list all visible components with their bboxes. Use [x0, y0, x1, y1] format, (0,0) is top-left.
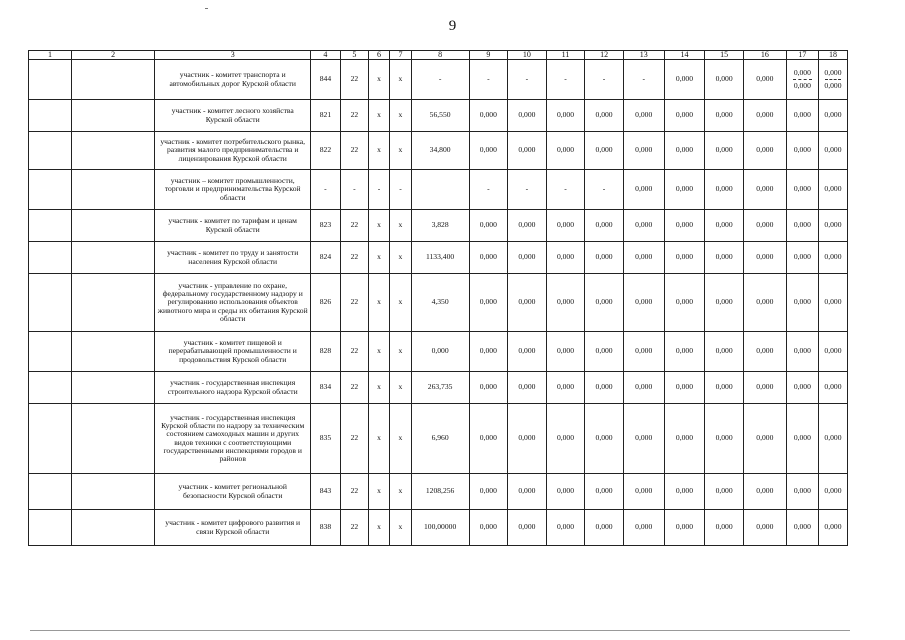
- cell-col-15: 0,000: [705, 474, 744, 510]
- cell-col-10: 0,000: [508, 372, 547, 404]
- cell-col-15: 0,000: [705, 242, 744, 274]
- cell-col-15: 0,000: [705, 100, 744, 132]
- cell-col-17: [786, 60, 818, 100]
- cell-col-17: 0,000: [786, 274, 818, 332]
- cell-col-16: 0,000: [743, 60, 786, 100]
- table-row: [29, 100, 848, 132]
- cell-col-12: 0,000: [585, 404, 624, 474]
- cell-col-2: [71, 474, 155, 510]
- cell-col-18: 0,000: [818, 274, 847, 332]
- cell-col-6: x: [368, 510, 389, 546]
- cell-col-4: 821: [310, 100, 340, 132]
- cell-col-1: [29, 474, 72, 510]
- participant-name: участник - комитет цифрового развития и связи Курской области: [155, 510, 310, 546]
- cell-col-15: 0,000: [705, 510, 744, 546]
- column-header-8: 8: [411, 51, 469, 60]
- cell-col-1: [29, 210, 72, 242]
- cell-col-9: 0,000: [469, 332, 508, 372]
- cell-col-2: [71, 170, 155, 210]
- cell-col-14: 0,000: [664, 474, 705, 510]
- cell-col-10: 0,000: [508, 210, 547, 242]
- cell-col-2: [71, 510, 155, 546]
- cell-col-4: 823: [310, 210, 340, 242]
- cell-col-12: 0,000: [585, 274, 624, 332]
- cell-col-8: [411, 170, 469, 210]
- stacked-value-top: 0,000: [793, 67, 811, 77]
- cell-col-18: 0,000: [818, 372, 847, 404]
- cell-col-1: [29, 100, 72, 132]
- cell-col-18: 0,000: [818, 210, 847, 242]
- table-row: [29, 132, 848, 170]
- cell-col-11: -: [546, 170, 585, 210]
- cell-col-14: 0,000: [664, 132, 705, 170]
- cell-col-2: [71, 60, 155, 100]
- cell-col-4: 828: [310, 332, 340, 372]
- cell-col-2: [71, 132, 155, 170]
- cell-col-14: 0,000: [664, 274, 705, 332]
- cell-col-7: x: [390, 132, 411, 170]
- cell-col-1: [29, 332, 72, 372]
- cell-col-14: 0,000: [664, 510, 705, 546]
- cell-col-1: [29, 404, 72, 474]
- cell-col-5: 22: [340, 210, 368, 242]
- cell-col-11: 0,000: [546, 332, 585, 372]
- cell-col-6: x: [368, 210, 389, 242]
- cell-col-18: 0,000: [818, 332, 847, 372]
- column-header-17: 17: [786, 51, 818, 60]
- cell-col-16: 0,000: [743, 332, 786, 372]
- cell-col-13: 0,000: [623, 404, 664, 474]
- column-header-10: 10: [508, 51, 547, 60]
- cell-col-2: [71, 372, 155, 404]
- participant-name: участник - управление по охране, федеральному государственному надзору и регулированию использования объектов животного мира и среды их обитания Курской области: [155, 274, 310, 332]
- stacked-value-top: 0,000: [824, 67, 842, 77]
- cell-col-7: x: [390, 100, 411, 132]
- cell-col-1: [29, 170, 72, 210]
- cell-col-4: 826: [310, 274, 340, 332]
- cell-col-9: 0,000: [469, 372, 508, 404]
- cell-col-6: -: [368, 170, 389, 210]
- cell-col-18: 0,000: [818, 474, 847, 510]
- cell-col-4: 822: [310, 132, 340, 170]
- cell-col-13: 0,000: [623, 210, 664, 242]
- participant-name: участник - комитет региональной безопасности Курской области: [155, 474, 310, 510]
- cell-col-14: 0,000: [664, 60, 705, 100]
- cell-col-5: 22: [340, 100, 368, 132]
- cell-col-9: 0,000: [469, 474, 508, 510]
- cell-col-5: 22: [340, 404, 368, 474]
- cell-col-17: 0,000: [786, 474, 818, 510]
- cell-col-7: x: [390, 60, 411, 100]
- page-number: 9: [448, 18, 457, 34]
- stacked-value-bottom: 0,000: [793, 81, 811, 90]
- cell-col-2: [71, 210, 155, 242]
- cell-col-8: 0,000: [411, 332, 469, 372]
- cell-col-15: 0,000: [705, 332, 744, 372]
- cell-col-6: x: [368, 274, 389, 332]
- column-header-18: 18: [818, 51, 847, 60]
- cell-col-5: 22: [340, 372, 368, 404]
- cell-col-12: 0,000: [585, 510, 624, 546]
- column-header-9: 9: [469, 51, 508, 60]
- table-row: [29, 60, 848, 100]
- cell-col-14: 0,000: [664, 332, 705, 372]
- cell-col-17: 0,000: [786, 242, 818, 274]
- cell-col-8: 56,550: [411, 100, 469, 132]
- cell-col-8: 4,350: [411, 274, 469, 332]
- cell-col-7: x: [390, 510, 411, 546]
- cell-col-10: -: [508, 170, 547, 210]
- cell-col-10: 0,000: [508, 332, 547, 372]
- cell-col-12: -: [585, 170, 624, 210]
- column-header-13: 13: [623, 51, 664, 60]
- cell-col-4: 844: [310, 60, 340, 100]
- cell-col-8: 6,960: [411, 404, 469, 474]
- participant-name: участник - государственная инспекция строительного надзора Курской области: [155, 372, 310, 404]
- cell-col-8: 3,828: [411, 210, 469, 242]
- cell-col-4: 824: [310, 242, 340, 274]
- cell-col-11: 0,000: [546, 372, 585, 404]
- table-row: [29, 332, 848, 372]
- cell-col-5: 22: [340, 60, 368, 100]
- cell-col-9: -: [469, 170, 508, 210]
- participant-name: участник - комитет потребительского рынка, развития малого предпринимательства и лицензирования Курской области: [155, 132, 310, 170]
- cell-col-16: 0,000: [743, 510, 786, 546]
- cell-col-11: 0,000: [546, 274, 585, 332]
- cell-col-7: x: [390, 210, 411, 242]
- cell-col-11: 0,000: [546, 210, 585, 242]
- column-header-12: 12: [585, 51, 624, 60]
- cell-col-16: 0,000: [743, 474, 786, 510]
- cell-col-14: 0,000: [664, 170, 705, 210]
- table-row: [29, 170, 848, 210]
- cell-col-9: 0,000: [469, 242, 508, 274]
- cell-col-15: 0,000: [705, 210, 744, 242]
- cell-col-12: 0,000: [585, 372, 624, 404]
- cell-col-2: [71, 274, 155, 332]
- stacked-values: [821, 69, 845, 90]
- cell-col-2: [71, 100, 155, 132]
- column-header-14: 14: [664, 51, 705, 60]
- cell-col-5: -: [340, 170, 368, 210]
- cell-col-13: -: [623, 60, 664, 100]
- cell-col-13: 0,000: [623, 170, 664, 210]
- cell-col-4: 843: [310, 474, 340, 510]
- cell-col-18: 0,000: [818, 404, 847, 474]
- column-header-6: 6: [368, 51, 389, 60]
- cell-col-16: 0,000: [743, 372, 786, 404]
- cell-col-7: -: [390, 170, 411, 210]
- cell-col-7: x: [390, 274, 411, 332]
- cell-col-15: 0,000: [705, 132, 744, 170]
- cell-col-4: 835: [310, 404, 340, 474]
- cell-col-7: x: [390, 332, 411, 372]
- cell-col-15: 0,000: [705, 60, 744, 100]
- cell-col-10: 0,000: [508, 510, 547, 546]
- cell-col-12: 0,000: [585, 210, 624, 242]
- participant-name: участник - комитет транспорта и автомобильных дорог Курской области: [155, 60, 310, 100]
- cell-col-9: -: [469, 60, 508, 100]
- cell-col-10: 0,000: [508, 474, 547, 510]
- cell-col-6: x: [368, 404, 389, 474]
- table-row: [29, 242, 848, 274]
- cell-col-1: [29, 60, 72, 100]
- cell-col-8: -: [411, 60, 469, 100]
- cell-col-6: x: [368, 132, 389, 170]
- scan-artifact: [205, 8, 208, 9]
- participant-name: участник - комитет по труду и занятости населения Курской области: [155, 242, 310, 274]
- cell-col-14: 0,000: [664, 372, 705, 404]
- cell-col-17: 0,000: [786, 404, 818, 474]
- cell-col-7: x: [390, 372, 411, 404]
- cell-col-13: 0,000: [623, 474, 664, 510]
- cell-col-18: 0,000: [818, 132, 847, 170]
- cell-col-1: [29, 510, 72, 546]
- column-header-2: 2: [71, 51, 155, 60]
- bottom-divider: [30, 630, 850, 631]
- cell-col-2: [71, 332, 155, 372]
- participant-name: участник - комитет пищевой и перерабатывающей промышленности и продовольствия Курской области: [155, 332, 310, 372]
- cell-col-18: 0,000: [818, 170, 847, 210]
- cell-col-18: 0,000: [818, 510, 847, 546]
- cell-col-9: 0,000: [469, 404, 508, 474]
- cell-col-11: 0,000: [546, 404, 585, 474]
- cell-col-6: x: [368, 372, 389, 404]
- cell-col-9: 0,000: [469, 100, 508, 132]
- cell-col-6: x: [368, 100, 389, 132]
- cell-col-1: [29, 132, 72, 170]
- cell-col-11: 0,000: [546, 242, 585, 274]
- cell-col-12: 0,000: [585, 242, 624, 274]
- cell-col-5: 22: [340, 510, 368, 546]
- cell-col-12: 0,000: [585, 474, 624, 510]
- cell-col-1: [29, 242, 72, 274]
- column-header-3: 3: [155, 51, 310, 60]
- cell-col-7: x: [390, 474, 411, 510]
- table-row: [29, 274, 848, 332]
- cell-col-6: x: [368, 474, 389, 510]
- cell-col-16: 0,000: [743, 242, 786, 274]
- cell-col-11: 0,000: [546, 132, 585, 170]
- cell-col-8: 100,00000: [411, 510, 469, 546]
- cell-col-11: 0,000: [546, 100, 585, 132]
- cell-col-15: 0,000: [705, 170, 744, 210]
- cell-col-13: 0,000: [623, 242, 664, 274]
- cell-col-4: 834: [310, 372, 340, 404]
- cell-col-15: 0,000: [705, 404, 744, 474]
- cell-col-17: 0,000: [786, 210, 818, 242]
- cell-col-7: x: [390, 242, 411, 274]
- cell-col-10: 0,000: [508, 274, 547, 332]
- cell-col-11: 0,000: [546, 474, 585, 510]
- cell-col-4: -: [310, 170, 340, 210]
- cell-col-8: 263,735: [411, 372, 469, 404]
- cell-col-13: 0,000: [623, 332, 664, 372]
- cell-col-1: [29, 274, 72, 332]
- cell-col-16: 0,000: [743, 274, 786, 332]
- cell-col-9: 0,000: [469, 210, 508, 242]
- cell-col-17: 0,000: [786, 332, 818, 372]
- table-row: [29, 510, 848, 546]
- table-row: [29, 474, 848, 510]
- cell-col-13: 0,000: [623, 274, 664, 332]
- cell-col-18: 0,000: [818, 242, 847, 274]
- cell-col-8: 34,800: [411, 132, 469, 170]
- column-header-11: 11: [546, 51, 585, 60]
- cell-col-12: -: [585, 60, 624, 100]
- stacked-values: [789, 69, 816, 90]
- cell-col-8: 1208,256: [411, 474, 469, 510]
- cell-col-11: -: [546, 60, 585, 100]
- cell-col-6: x: [368, 332, 389, 372]
- cell-col-12: 0,000: [585, 100, 624, 132]
- cell-col-12: 0,000: [585, 132, 624, 170]
- cell-col-5: 22: [340, 474, 368, 510]
- cell-col-2: [71, 404, 155, 474]
- table-body: [29, 60, 848, 546]
- cell-col-10: 0,000: [508, 404, 547, 474]
- cell-col-16: 0,000: [743, 404, 786, 474]
- cell-col-18: 0,000: [818, 100, 847, 132]
- table-row: [29, 404, 848, 474]
- cell-col-7: x: [390, 404, 411, 474]
- participant-name: участник - государственная инспекция Курской области по надзору за техническим состоянием самоходных машин и других видов техники с соответствующими государственными инспекциями городов и районов: [155, 404, 310, 474]
- budget-table: [28, 50, 848, 546]
- cell-col-15: 0,000: [705, 372, 744, 404]
- column-header-16: 16: [743, 51, 786, 60]
- cell-col-5: 22: [340, 242, 368, 274]
- dashed-separator: [825, 79, 842, 80]
- cell-col-2: [71, 242, 155, 274]
- column-header-15: 15: [705, 51, 744, 60]
- cell-col-5: 22: [340, 132, 368, 170]
- participant-name: участник - комитет лесного хозяйства Курской области: [155, 100, 310, 132]
- column-header-4: 4: [310, 51, 340, 60]
- cell-col-17: 0,000: [786, 132, 818, 170]
- column-header-5: 5: [340, 51, 368, 60]
- cell-col-13: 0,000: [623, 132, 664, 170]
- participant-name: участник - комитет по тарифам и ценам Курской области: [155, 210, 310, 242]
- cell-col-14: 0,000: [664, 100, 705, 132]
- cell-col-8: 1133,400: [411, 242, 469, 274]
- table-header-row: [29, 51, 848, 60]
- cell-col-10: -: [508, 60, 547, 100]
- dashed-separator: [793, 79, 812, 80]
- cell-col-16: 0,000: [743, 100, 786, 132]
- cell-col-1: [29, 372, 72, 404]
- cell-col-13: 0,000: [623, 100, 664, 132]
- cell-col-6: x: [368, 60, 389, 100]
- cell-col-16: 0,000: [743, 132, 786, 170]
- cell-col-13: 0,000: [623, 510, 664, 546]
- cell-col-5: 22: [340, 332, 368, 372]
- cell-col-9: 0,000: [469, 132, 508, 170]
- cell-col-10: 0,000: [508, 100, 547, 132]
- stacked-value-bottom: 0,000: [824, 81, 842, 90]
- cell-col-10: 0,000: [508, 242, 547, 274]
- column-header-1: 1: [29, 51, 72, 60]
- table-row: [29, 210, 848, 242]
- cell-col-17: 0,000: [786, 372, 818, 404]
- cell-col-17: 0,000: [786, 170, 818, 210]
- cell-col-12: 0,000: [585, 332, 624, 372]
- cell-col-14: 0,000: [664, 404, 705, 474]
- cell-col-10: 0,000: [508, 132, 547, 170]
- column-header-7: 7: [390, 51, 411, 60]
- cell-col-6: x: [368, 242, 389, 274]
- cell-col-13: 0,000: [623, 372, 664, 404]
- cell-col-16: 0,000: [743, 170, 786, 210]
- cell-col-9: 0,000: [469, 274, 508, 332]
- cell-col-14: 0,000: [664, 210, 705, 242]
- cell-col-15: 0,000: [705, 274, 744, 332]
- cell-col-5: 22: [340, 274, 368, 332]
- participant-name: участник – комитет промышленности, торговли и предпринимательства Курской области: [155, 170, 310, 210]
- cell-col-14: 0,000: [664, 242, 705, 274]
- table-row: [29, 372, 848, 404]
- cell-col-16: 0,000: [743, 210, 786, 242]
- cell-col-17: 0,000: [786, 100, 818, 132]
- cell-col-18: [818, 60, 847, 100]
- cell-col-11: 0,000: [546, 510, 585, 546]
- cell-col-4: 838: [310, 510, 340, 546]
- cell-col-17: 0,000: [786, 510, 818, 546]
- cell-col-9: 0,000: [469, 510, 508, 546]
